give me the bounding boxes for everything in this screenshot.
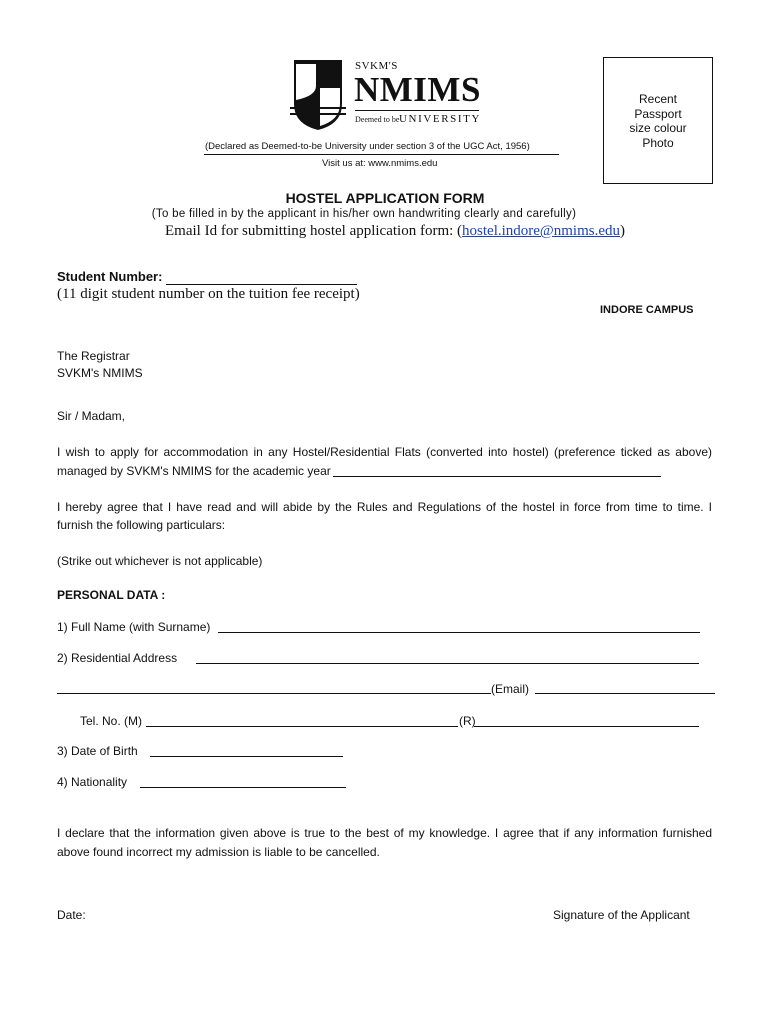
tel-mobile-field[interactable] (146, 726, 458, 727)
date-label: Date: (57, 908, 86, 922)
email-label: (Email) (491, 682, 529, 696)
fill-instruction: (To be filled in by the applicant in his/her own handwriting clearly and carefully) (151, 208, 577, 220)
tel-residence-field[interactable] (474, 726, 699, 727)
campus-label: INDORE CAMPUS (600, 304, 694, 316)
nmims-shield-logo (290, 58, 346, 132)
declaration-paragraph-line: I declare that the information given above is true to the best of my knowledge. I agree that if any information furnished (57, 826, 712, 840)
application-paragraph-line: I wish to apply for accommodation in any Hostel/Residential Flats (converted into hostel) (preference ticked as above) (57, 445, 712, 459)
email-link[interactable]: hostel.indore@nmims.edu (462, 223, 620, 239)
photo-text-line: Recent (638, 92, 678, 106)
photo-text-line: size colour (629, 121, 687, 135)
nationality-label: 4) Nationality (57, 775, 128, 789)
website-text: Visit us at: www.nmims.edu (322, 158, 438, 169)
date-of-birth-field[interactable] (150, 756, 343, 757)
email-field[interactable] (535, 693, 715, 694)
form-title: HOSTEL APPLICATION FORM (285, 190, 485, 206)
personal-data-heading: PERSONAL DATA : (57, 588, 166, 602)
student-number-note: (11 digit student number on the tuition fee receipt) (57, 286, 360, 302)
logo-svkm-text: SVKM'S (355, 60, 398, 72)
agreement-paragraph-line: furnish the following particulars: (57, 518, 226, 532)
academic-year-field[interactable] (333, 476, 661, 477)
declaration-underline (204, 154, 559, 155)
full-name-label: 1) Full Name (with Surname) (57, 620, 211, 634)
logo-divider (355, 110, 479, 111)
residential-address-field-line2[interactable] (57, 693, 491, 694)
logo-nmims-text: NMIMS (354, 70, 481, 109)
date-of-birth-label: 3) Date of Birth (57, 744, 138, 758)
application-paragraph-line: managed by SVKM's NMIMS for the academic year (57, 464, 331, 478)
full-name-field[interactable] (218, 632, 700, 633)
declaration-paragraph-line: above found incorrect my admission is liable to be cancelled. (57, 845, 380, 859)
tel-residence-label: (R) (459, 714, 476, 728)
addressee-line: SVKM's NMIMS (57, 366, 143, 380)
salutation: Sir / Madam, (57, 409, 126, 423)
email-suffix: ) (620, 223, 625, 239)
declaration-text: (Declared as Deemed-to-be University under section 3 of the UGC Act, 1956) (205, 141, 530, 152)
nationality-field[interactable] (140, 787, 346, 788)
strike-out-note: (Strike out whichever is not applicable) (57, 554, 263, 568)
photo-text-line: Passport (634, 106, 682, 121)
agreement-paragraph-line: I hereby agree that I have read and will abide by the Rules and Regulations of the hostel in force from time to time. I (57, 500, 712, 514)
submission-email-line (165, 223, 625, 240)
addressee-line: The Registrar (57, 349, 130, 363)
signature-label: Signature of the Applicant (553, 908, 690, 922)
logo-deemed-text: Deemed to be (355, 115, 400, 124)
tel-mobile-label: Tel. No. (M) (80, 714, 143, 728)
student-number-field[interactable] (166, 284, 357, 285)
email-prefix: Email Id for submitting hostel application form: ( (165, 223, 463, 239)
photo-box (603, 57, 713, 184)
residential-address-field[interactable] (196, 663, 699, 664)
photo-text-line: Photo (642, 135, 674, 150)
logo-university-text: UNIVERSITY (399, 113, 481, 125)
residential-address-label: 2) Residential Address (57, 651, 178, 665)
student-number-label: Student Number: (57, 269, 163, 284)
